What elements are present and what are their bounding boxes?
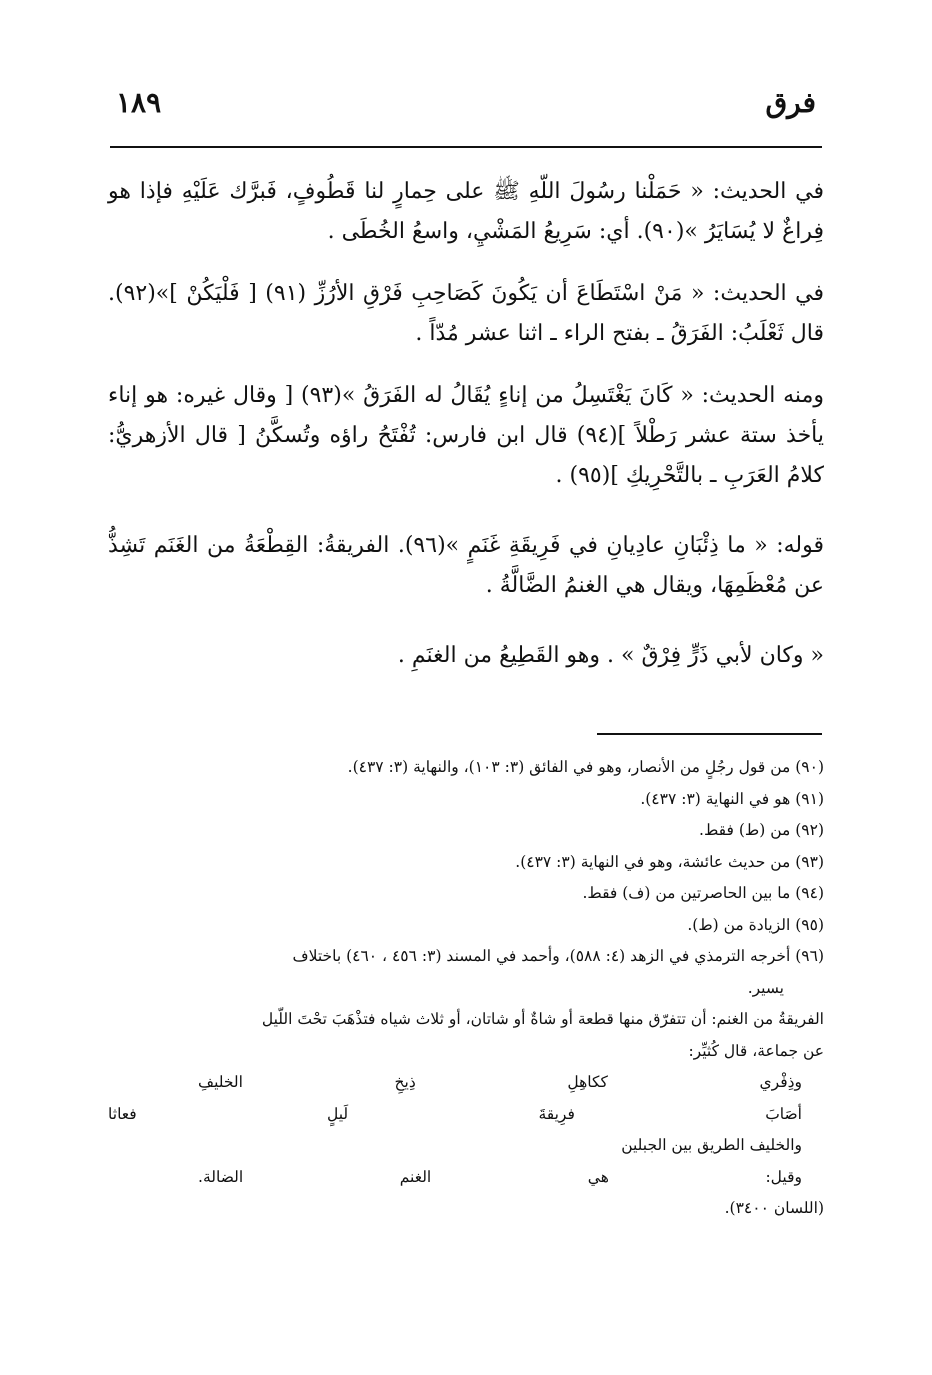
verse-word: فعاثا	[108, 1104, 137, 1123]
footnote: (٩٢) من (ط) فقط.	[699, 821, 824, 839]
verse-line	[108, 1099, 824, 1131]
footnote: (٩٤) ما بين الحاصرتين من (ف) فقط.	[582, 884, 824, 902]
verse-word: هي	[587, 1167, 609, 1186]
footnote-continuation: يسير.	[747, 978, 784, 997]
page-number: ١٨٩	[116, 86, 162, 119]
footnote-rule	[597, 733, 822, 735]
verse-word: لَيلٍ	[327, 1104, 349, 1123]
footnote-source: (اللسان ٣٤٠٠).	[724, 1199, 824, 1217]
footnote: (٩١) هو في النهاية (٣: ٤٣٧).	[640, 789, 824, 808]
verse-word: الغنم	[399, 1167, 432, 1186]
footnote-explanation: عن جماعة، قال كُثيِّر:	[688, 1041, 824, 1060]
verse-word: والخليف الطريق بين الجبلين	[621, 1136, 802, 1154]
page-header	[110, 78, 822, 128]
paragraph: في الحديث: « مَنْ اسْتَطَاعَ أن يَكُونَ كَصَاحِبِ فَرْقِ الأرُزِّ (٩١) [ فَلْيَكُنْ ]»(٩٢). قال ثَعْلَبُ: الفَرَقُ ـ بفتح الراء ـ اثنا عشر مُدّاً .	[108, 281, 824, 346]
verse-line	[108, 1162, 824, 1194]
verse-word: ذِيخِ	[394, 1073, 416, 1091]
verse-word: الضالة.	[198, 1167, 244, 1186]
verse-word: الخليفِ	[198, 1073, 243, 1091]
footnotes	[108, 752, 824, 1225]
verse-line	[108, 1130, 824, 1162]
verse-line	[108, 1067, 824, 1099]
paragraph: في الحديث: « حَمَلْنا رسُولَ اللّهِ ﷺ على حِمارٍ لنا قَطُوفٍ، فَبرَّك عَلَيْهِ فإذا هو فِراغٌ لا يُسَايَرُ »(٩٠). أي: سَرِيعُ المَشْيِ، واسعُ الخُطَى .	[108, 179, 824, 244]
paragraph: قوله: « ما ذِئْبَانِ عادِيانِ في فَرِيقَةِ غَنَمٍ »(٩٦). الفريقةُ: القِطْعَةُ من الغَنَم تَشِذُّ عن مُعْظَمِهَا، ويقال هي الغنمُ الضَّالَّةُ .	[108, 533, 824, 598]
footnote: (٩٥) الزيادة من (ط).	[687, 915, 824, 934]
main-text	[108, 172, 824, 698]
paragraph: ومنه الحديث: « كَانَ يَغْتَسِلُ من إناءٍ يُقَالُ له الفَرَقُ »(٩٣) [ وقال غيره: هو إناء يأخذ ستة عشر رَطْلاً ](٩٤) قال ابن فارس: تُفْتَحُ راؤه وتُسكَّنُ [ قال الأزهريُّ: كلامُ العَرَبِ ـ بالتَّحْرِيكِ ](٩٥) .	[108, 383, 824, 488]
footnote: (٩٣) من حديث عائشة، وهو في النهاية (٣: ٤٣٧).	[515, 852, 824, 871]
verse-word: فرِيقةَ	[538, 1104, 575, 1123]
running-head-word: فرق	[765, 86, 816, 119]
verse-word: وذِفْري	[759, 1073, 802, 1091]
verse-word: وقيل:	[765, 1167, 802, 1186]
paragraph: « وكان لأبي ذَرٍّ فِرْقٌ » . وهو القَطِيعُ من الغنَمِ .	[397, 643, 824, 668]
verse-word: أصَابَ	[765, 1104, 802, 1123]
footnote: (٩٦) أخرجه الترمذي في الزهد (٤: ٥٨٨)، وأحمد في المسند (٣: ٤٥٦ ، ٤٦٠) باختلاف	[292, 947, 824, 965]
footnote: (٩٠) من قول رجُلٍ من الأنصار، وهو في الفائق (٣: ١٠٣)، والنهاية (٣: ٤٣٧).	[347, 758, 824, 776]
header-rule	[110, 146, 822, 148]
footnote-explanation: الفريقةُ من الغنم: أن تتفرّق منها قطعة أو شاةٌ أو شاتان، أو ثلاث شياه فتذْهَبَ تحْتَ اللّيل	[261, 1010, 824, 1028]
verse-word: ككاهِلِ	[567, 1073, 608, 1091]
